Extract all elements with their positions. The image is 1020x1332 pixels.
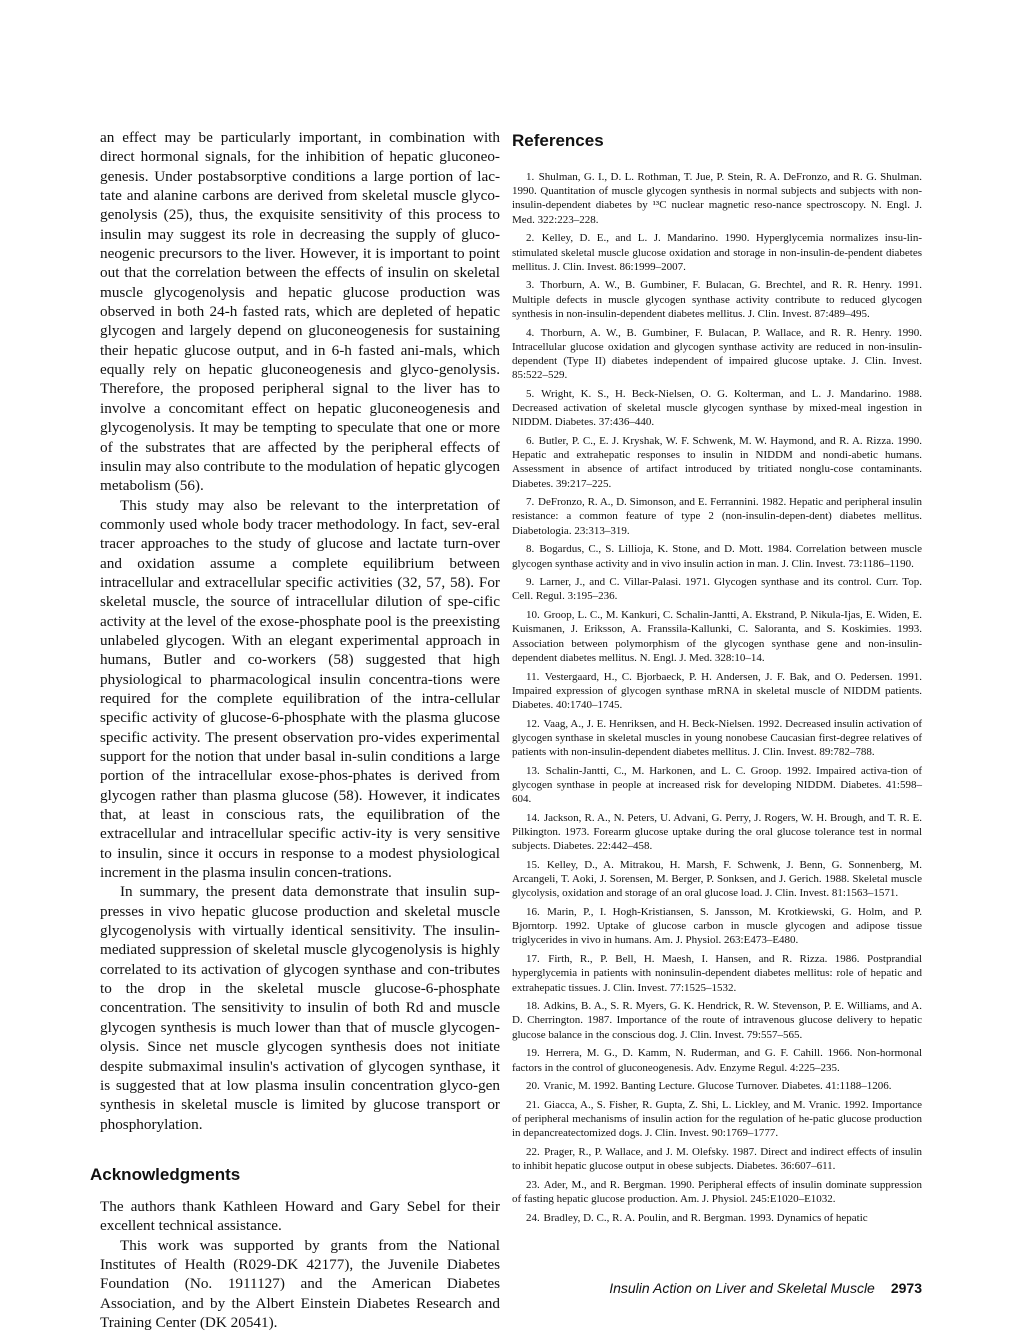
reference-text: Bogardus, C., S. Lillioja, K. Stone, and D. Mott. 1984. Correlation between muscle glycogen synthase activity and in vivo insulin action in man. J. Clin. Invest. 73:1186–1190. [512,543,923,570]
reference-number: 12. [526,717,540,730]
reference-text: Prager, R., P. Wallace, and J. M. Olefsky. 1987. Direct and indirect effects of insulin to inhibit hepatic glucose output in obese subjects. Diabetes. 36:607–611. [512,1146,922,1173]
reference-item [512,231,922,274]
page-number: 2973 [890,1280,922,1296]
reference-number: 21. [526,1098,540,1111]
reference-number: 2. [526,232,535,245]
reference-text: Shulman, G. I., D. L. Rothman, T. Jue, P. Stein, R. A. DeFronzo, and R. G. Shulman. 1990. Quantitation of muscle glycogen synthesis in normal subjects and subjects with non-insulin-dependent diabetes by ¹³C nuclear magnetic reso-nance spectroscopy. N. Engl. J. Med. 322:223–228. [512,171,923,226]
reference-number: 11. [526,670,540,683]
reference-number: 24. [526,1211,540,1224]
reference-number: 4. [526,326,535,339]
reference-item [512,999,922,1042]
reference-item [512,387,922,430]
reference-item [512,608,922,665]
paragraph: an effect may be particularly important, in combination with direct hormonal signals, for the inhibition of hepatic gluconeo-genesis. Under postabsorptive conditions a large portion of lac-tate and alanine carbons are derived from skeletal muscle glyco-genolysis (25), thus, the exquisite sensitivity of this process to insulin may suggest its role in decreasing the supply of gluco-neogenic precursors to the liver. However, it is important to point out that the correlation between the effects of insulin on skeletal muscle glycogenolysis and hepatic glucose production was observed in both 24-h fasted rats, which are depleted of hepatic glycogen and largely depend on gluconeogenesis for sustaining their hepatic glucose output, and in 6-h fasted ani-mals, which equally rely on hepatic gluconeogenesis and glyco-genolysis. Therefore, the proposed peripheral signal to the liver has to involve a concomitant effect on hepatic gluconeogenesis and glycogenolysis. It may be tempting to speculate that one or more of the substrates that are affected by the peripheral effects of insulin may also contribute to the modulation of hepatic glycogen metabolism (56). [100,129,500,495]
reference-text: Jackson, R. A., N. Peters, U. Advani, G. Perry, J. Rogers, W. H. Brough, and T. R. E. Pilkington. 1973. Forearm glucose uptake during the oral glucose tolerance test in normal subjects. Diabetes. 22:442–458. [512,811,923,853]
reference-item [512,905,922,948]
reference-number: 8. [526,543,535,556]
acknowledgments-text [100,1197,500,1332]
reference-text: Marin, P., I. Hogh-Kristiansen, S. Jansson, M. Krotkiewski, G. Holm, and P. Bjorntorp. 1992. Uptake of glucose carbon in muscle glycogen and adipose tissue triglycerides in vivo in humans. Am. J. Physiol. 263:E473–E480. [512,906,922,947]
reference-number: 16. [526,906,540,919]
paragraph: The authors thank Kathleen Howard and Gary Sebel for their excellent technical assistance. [100,1197,500,1235]
reference-text: Giacca, A., S. Fisher, R. Gupta, Z. Shi, L. Lickley, and M. Vranic. 1992. Importance of peripheral mechanisms of insulin action for the regulation of he-patic glucose production in depancreatectomized dogs. J. Clin. Invest. 90:1769–1777. [512,1098,922,1140]
reference-item [512,170,922,227]
references-heading: References [512,131,604,150]
reference-text: Vaag, A., J. E. Henriksen, and H. Beck-Nielsen. 1992. Decreased insulin activation of glycogen synthase in skeletal muscles in young nonobese Caucasian first-degree relatives of patients with non-insulin-dependent diabetes mellitus. J. Clin. Invest. 89:782–788. [512,717,922,759]
body-text [100,128,500,1134]
reference-text: Bradley, D. C., R. A. Poulin, and R. Bergman. 1993. Dynamics of hepatic [543,1211,868,1224]
reference-number: 15. [526,858,540,871]
reference-text: Thorburn, A. W., B. Gumbiner, F. Bulacan, P. Wallace, and R. R. Henry. 1990. Intracellular glucose oxidation and glycogen synthase activity are reduced in non-insulin-dependent (Type II) diabetes independent of impaired glucose uptake. J. Clin. Invest. 85:522–529. [512,326,922,382]
reference-number: 13. [526,764,540,777]
reference-number: 18. [526,1000,540,1013]
reference-text: Adkins, B. A., S. R. Myers, G. K. Hendrick, R. W. Stevenson, P. E. Williams, and A. D. Cherrington. 1987. Importance of the route of intravenous glucose delivery to hepatic glucose balance in the conscious dog. J. Clin. Invest. 79:557–565. [512,1000,922,1041]
reference-item [512,434,922,491]
reference-text: Butler, P. C., E. J. Kryshak, W. F. Schwenk, M. W. Haymond, and R. A. Rizza. 1990. Hepatic and extrahepatic responses to insulin in NIDDM and nondi-abetic humans. Assessment in absence of artifact introduced by tritiated nonglu-cose contaminants. Diabetes. 39:217–225. [512,434,923,490]
reference-number: 6. [526,434,535,447]
reference-number: 3. [526,279,535,292]
reference-text: Schalin-Jantti, C., M. Harkonen, and L. C. Groop. 1992. Impaired activa-tion of glycogen synthase in people at increased risk for developing NIDDM. Diabetes. 41:598–604. [512,764,922,806]
reference-text: Thorburn, A. W., B. Gumbiner, F. Bulacan, G. Brechtel, and R. R. Henry. 1991. Multiple defects in muscle glycogen synthase activity contribute to reduced glycogen synthesis in non-insulin-dependent diabetes mellitus. J. Clin. Invest. 87:489–495. [512,279,922,320]
reference-text: Kelley, D., A. Mitrakou, H. Marsh, F. Schwenk, J. Benn, G. Sonnenberg, M. Arcangeli, T. Aoki, J. Sorensen, M. Berger, P. Sonksen, and J. Gerich. 1988. Skeletal muscle glycolysis, oxidation and storage of an oral glucose load. J. Clin. Invest. 81:1563–1571. [512,858,923,900]
reference-number: 10. [526,609,540,622]
reference-item [512,495,922,538]
reference-item [512,670,922,713]
reference-item [512,1178,922,1206]
reference-text: Wright, K. S., H. Beck-Nielsen, O. G. Kolterman, and L. J. Mandarino. 1988. Decreased activation of skeletal muscle glycogen synthase by mixed-meal ingestion in NIDDM. Diabetes. 37:436–440. [512,387,922,429]
left-column [90,128,500,1332]
reference-number: 17. [526,953,540,966]
running-title: Insulin Action on Liver and Skeletal Muscle [609,1280,875,1296]
reference-text: DeFronzo, R. A., D. Simonson, and E. Ferrannini. 1982. Hepatic and peripheral insulin resistance: a common feature of type 2 (non-insulin-depen-dent) diabetes mellitus. Diabetologia. 23:313–319. [512,496,922,537]
reference-number: 14. [526,811,540,824]
reference-item [512,764,922,807]
reference-number: 5. [526,387,535,400]
reference-item [512,1098,922,1141]
reference-number: 7. [526,496,535,509]
acknowledgments-heading: Acknowledgments [90,1164,241,1184]
reference-item [512,952,922,995]
reference-item [512,1046,922,1074]
reference-text: Groop, L. C., M. Kankuri, C. Schalin-Jantti, A. Ekstrand, P. Nikula-Ijas, E. Widen, E. Kuismanen, J. Eriksson, A. Franssila-Kallunki, C. Saloranta, and S. Koskimies. 1993. Association between polymorphism of the glycogen synthase gene and non-insulin-dependent diabetes mellitus. N. Engl. J. Med. 328:10–14. [512,609,922,664]
reference-item [512,1079,922,1093]
reference-list [512,170,922,1225]
paragraph: This work was supported by grants from the National Institutes of Health (R029-DK 42177), the Juvenile Diabetes Foundation (No. 1911127) and the American Diabetes Association, and by the Albert Einstein Diabetes Research and Training Center (DK 20541). [100,1236,500,1331]
reference-item [512,858,922,901]
paragraph: In summary, the present data demonstrate that insulin sup-presses in vivo hepatic glucose production and skeletal muscle glycogenolysis with virtually identical sensitivity. The insulin-mediated suppression of skeletal muscle glycogenolysis is highly correlated to its activation of glycogen synthase and con-tributes to the drop in the skeletal muscle glucose-6-phosphate concentration. The sensitivity to insulin of both Rd and muscle glycogen synthesis is much lower than that of muscle glycogen-olysis. Since net muscle glycogen synthesis does not initiate despite submaximal insulin's activation of glycogen synthase, it is suggested that at low plasma insulin concentration glyco-gen synthesis in skeletal muscle is limited by glucose transport or phosphorylation. [100,883,500,1133]
reference-number: 9. [526,576,535,589]
reference-item [512,575,922,603]
reference-item [512,811,922,854]
reference-number: 19. [526,1047,540,1060]
page-footer [609,1280,922,1296]
reference-text: Larner, J., and C. Villar-Palasi. 1971. Glycogen synthase and its control. Curr. Top. Cell. Regul. 3:195–236. [512,576,923,603]
reference-item [512,542,922,570]
reference-text: Ader, M., and R. Bergman. 1990. Peripheral effects of insulin dominate suppression of fasting hepatic glucose production. Am. J. Physiol. 245:E1020–E1032. [512,1179,922,1206]
right-column [512,128,922,1230]
reference-number: 22. [526,1146,540,1159]
reference-item [512,326,922,383]
reference-number: 23. [526,1179,540,1191]
paragraph: This study may also be relevant to the interpretation of commonly used whole body tracer methodology. In fact, sev-eral tracer approaches to the study of glucose and lactate turn-over and oxidation assume a complete equilibrium between intracellular and extracellular specific activities (32, 57, 58). For skeletal muscle, the source of intracellular dilution of spe-cific activity at the level of the exose-phosphate pool is the preexisting unlabeled glycogen. With an elegant experimental approach in humans, Butler and co-workers (58) suggested that high physiological to pharmacological insulin concentra-tions were required for the complete equilibration of the intra-cellular specific activity of glucose-6-phosphate with the plasma glucose specific activity. The present observation pro-vides experimental support for the notion that under basal in-sulin conditions a large portion of the intracellular exose-phos-phates is derived from glycogen rather than plasma glucose (58). However, it indicates that, at least in conscious rats, the equilibration of the extracellular and intracellular specific activ-ity is very sensitive to insulin, since it occurs in response to a modest physiological increment in the plasma insulin concen-trations. [100,496,500,882]
reference-item [512,717,922,760]
reference-text: Vranic, M. 1992. Banting Lecture. Glucose Turnover. Diabetes. 41:1188–1206. [543,1080,892,1093]
reference-item [512,1211,922,1225]
reference-text: Herrera, M. G., D. Kamm, N. Ruderman, and G. F. Cahill. 1966. Non-hormonal factors in the control of gluconeogenesis. Adv. Enzyme Regul. 4:225–235. [512,1047,923,1074]
reference-number: 20. [526,1080,540,1093]
reference-text: Vestergaard, H., C. Bjorbaeck, P. H. Andersen, J. F. Bak, and O. Pedersen. 1991. Impaired expression of glycogen synthase mRNA in skeletal muscle of NIDDM patients. Diabetes. 40:1740–1745. [512,670,922,711]
reference-number: 1. [526,171,535,183]
reference-item [512,1145,922,1173]
reference-item [512,278,922,321]
reference-text: Kelley, D. E., and L. J. Mandarino. 1990. Hyperglycemia normalizes insu-lin-stimulated skeletal muscle glucose oxidation and storage in non-insulin-de-pendent diabetes mellitus. J. Clin. Invest. 86:1999–2007. [512,232,923,273]
reference-text: Firth, R., P. Bell, H. Maesh, I. Hansen, and R. Rizza. 1986. Postprandial hyperglycemia in patients with noninsulin-dependent diabetes mellitus: role of hepatic and extrahepatic tissues. J. Clin. Invest. 77:1525–1532. [512,953,923,994]
